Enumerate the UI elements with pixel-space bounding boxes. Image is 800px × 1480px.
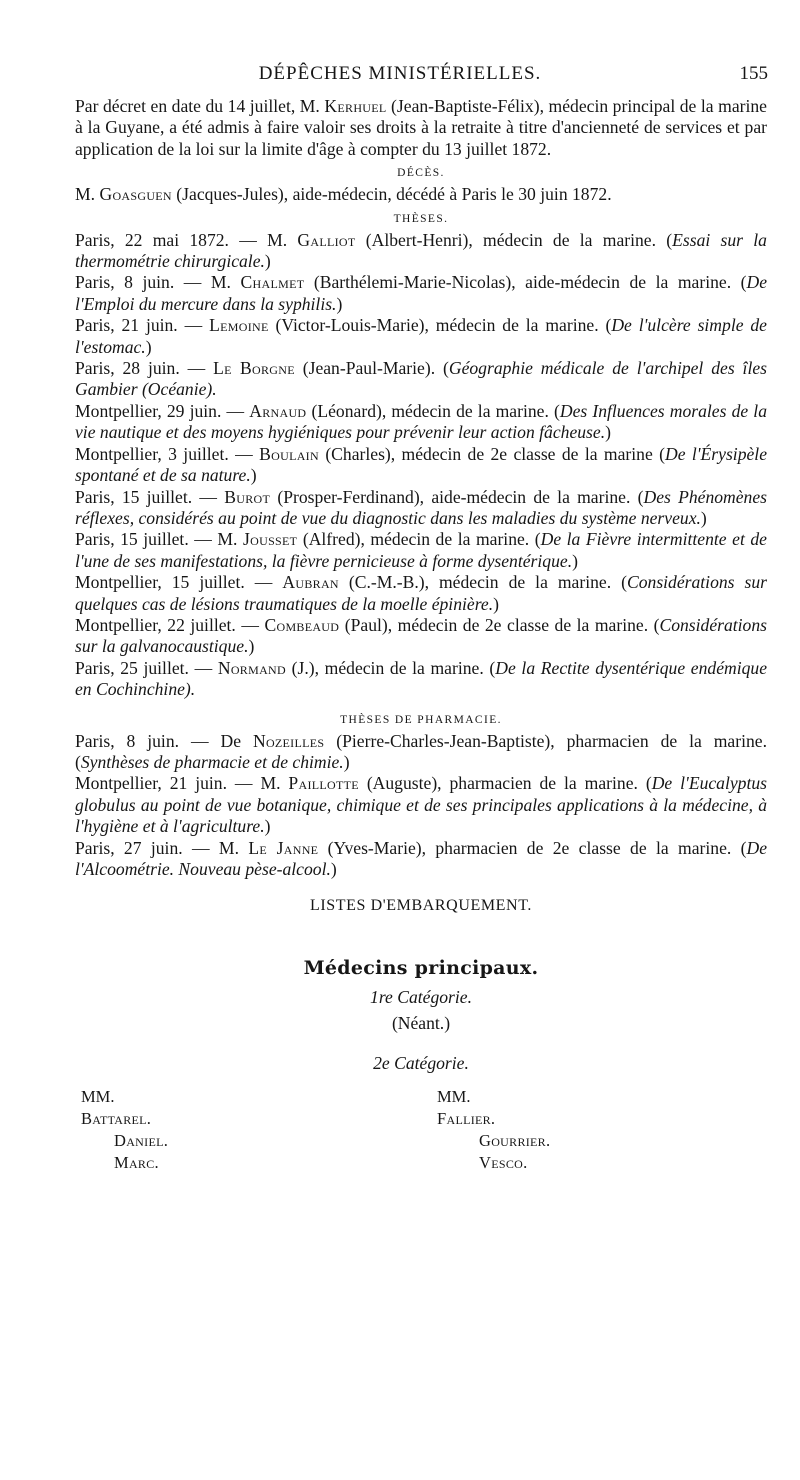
thesis-entry: Montpellier, 15 juillet. — Aubran (C.-M.-B.), médecin de la marine. (Considérations sur quelques cas de lésions traumatiques de la moelle épinière.) <box>75 572 767 614</box>
pharmacy-thesis-entry: Paris, 8 juin. — De Nozeilles (Pierre-Charles-Jean-Baptiste), pharmacien de la marine. (Synthèses de pharmacie et de chimie.) <box>75 730 767 772</box>
thesis-title: Considérations sur quelques cas de lésions traumatiques de la moelle épinière. <box>75 572 767 614</box>
name-row: MM. Fallier. <box>437 1087 496 1129</box>
retirement-paragraph: Par décret en date du 14 juillet, M. Kerhuel (Jean-Baptiste-Félix), médecin principal de la marine à la Guyane, a été admis à faire valoir ses droits à la retraite à titre d'ancienneté de services et par application de la loi sur la limite d'âge à compter du 13 juillet 1872. <box>75 96 767 159</box>
section-heading-deces: DÉCÈS. <box>397 167 445 180</box>
thesis-entry: Paris, 15 juillet. — Burot (Prosper-Ferdinand), aide-médecin de la marine. (Des Phénomènes réflexes, considérés au point de vue du diagnostic dans les maladies du système nerveux.) <box>75 486 768 528</box>
person-name: Arnaud <box>249 400 307 421</box>
thesis-title: De l'Alcoométrie. Nouveau pèse-alcool. <box>75 837 767 879</box>
thesis-entry: Montpellier, 29 juin. — Arnaud (Léonard), médecin de la marine. (Des Influences morales de la vie nautique et des moyens hygiéniques pour prévenir leur action fâcheuse.) <box>75 400 767 443</box>
person-name: Boulain <box>259 443 319 464</box>
category-1-none: (Néant.) <box>391 1013 451 1034</box>
names-right-column <box>437 1086 550 1174</box>
thesis-title: De la Fièvre intermittente et de l'une de ses manifestations, la fièvre pernicieuse à forme dysentérique. <box>75 529 767 571</box>
section-heading-theses: THÈSES. <box>393 212 449 225</box>
person-name: Jousset <box>243 529 298 550</box>
running-header <box>0 63 800 93</box>
thesis-entry: Paris, 22 mai 1872. — M. Galliot (Albert-Henri), médecin de la marine. (Essai sur la thermométrie chirurgicale.) <box>75 229 767 272</box>
name-row: Daniel. <box>114 1131 169 1151</box>
thesis-title: De l'ulcère simple de l'estomac. <box>75 315 767 357</box>
category-2: 2e Catégorie. <box>373 1053 469 1074</box>
person-name: Le Borgne <box>213 358 295 379</box>
thesis-title: Des Phénomènes réflexes, considérés au point de vue du diagnostic dans les maladies du système nerveux. <box>75 486 768 528</box>
names-left-column <box>81 1086 168 1174</box>
person-name: Galliot <box>297 229 356 250</box>
person-name: Burot <box>224 486 271 507</box>
thesis-title: Synthèses de pharmacie et de chimie. <box>80 751 344 772</box>
page-body <box>75 96 768 1173</box>
thesis-title: De la Rectite dysentérique endémique en Cochinchine). <box>75 657 768 700</box>
section-heading-pharmacie: THÈSES DE PHARMACIE. <box>340 713 502 726</box>
pharmacy-thesis-entry: Paris, 27 juin. — M. Le Janne (Yves-Marie), pharmacien de 2e classe de la marine. (De l'Alcoométrie. Nouveau pèse-alcool.) <box>75 837 767 879</box>
person-name: Aubran <box>282 572 339 593</box>
name-row: Marc. <box>114 1153 159 1173</box>
thesis-entry: Paris, 15 juillet. — M. Jousset (Alfred), médecin de la marine. (De la Fièvre intermittente et de l'une de ses manifestations, la fièvre pernicieuse à forme dysentérique.) <box>75 529 767 571</box>
thesis-title: De l'Eucalyptus globulus au point de vue botanique, chimique et de ses principales applications à la médecine, à l'hygiène et à l'agriculture. <box>75 773 767 837</box>
thesis-title: Considérations sur la galvanocaustique. <box>75 614 767 657</box>
name-row: MM. Battarel. <box>81 1087 152 1129</box>
thesis-entry: Montpellier, 3 juillet. — Boulain (Charles), médecin de 2e classe de la marine (De l'Érysipèle spontané et de sa nature.) <box>75 443 767 486</box>
person-name: Lemoine <box>209 315 269 336</box>
thesis-entry: Paris, 25 juillet. — Normand (J.), médecin de la marine. (De la Rectite dysentérique endémique en Cochinchine). <box>75 657 768 700</box>
thesis-entry: Paris, 28 juin. — Le Borgne (Jean-Paul-Marie). (Géographie médicale de l'archipel des îles Gambier (Océanie). <box>75 358 767 400</box>
name-row: Gourrier. <box>479 1131 551 1151</box>
thesis-entry: Paris, 8 juin. — M. Chalmet (Barthélemi-Marie-Nicolas), aide-médecin de la marine. (De l'Emploi du mercure dans la syphilis.) <box>75 272 768 314</box>
person-name: Kerhuel <box>324 96 387 116</box>
person-name: Combeaud <box>264 614 340 635</box>
person-name: Goasguen <box>99 184 172 205</box>
page-number: 155 <box>739 63 768 84</box>
header-title: DÉPÊCHES MINISTÉRIELLES. <box>258 63 542 84</box>
thesis-title: Géographie médicale de l'archipel des îles Gambier (Océanie). <box>75 358 767 400</box>
category-1: 1re Catégorie. <box>370 987 472 1008</box>
pharmacy-thesis-entry: Montpellier, 21 juin. — M. Paillotte (Auguste), pharmacien de la marine. (De l'Eucalyptus globulus au point de vue botanique, chimique et de ses principales applications à la médecine, à l'hygiène et à l'agriculture.) <box>75 773 767 837</box>
thesis-entry: Paris, 21 juin. — Lemoine (Victor-Louis-Marie), médecin de la marine. (De l'ulcère simple de l'estomac.) <box>75 315 767 357</box>
thesis-title: De l'Emploi du mercure dans la syphilis. <box>75 272 768 314</box>
person-name: Nozeilles <box>252 730 325 751</box>
person-name: Chalmet <box>240 272 305 293</box>
thesis-title: Essai sur la thermométrie chirurgicale. <box>75 229 767 272</box>
thesis-title: De l'Érysipèle spontané et de sa nature. <box>75 443 767 486</box>
thesis-entry: Montpellier, 22 juillet. — Combeaud (Paul), médecin de 2e classe de la marine. (Considérations sur la galvanocaustique.) <box>75 614 767 657</box>
person-name: Le Janne <box>248 837 319 858</box>
subheading-medecins-principaux: Médecins principaux. <box>303 957 539 980</box>
thesis-title: Des Influences morales de la vie nautique et des moyens hygiéniques pour prévenir leur action fâcheuse. <box>75 400 767 443</box>
person-name: Normand <box>217 657 286 678</box>
section-heading-embarquement: LISTES D'EMBARQUEMENT. <box>309 897 532 915</box>
name-row: Vesco. <box>479 1153 528 1173</box>
embarkation-name-list <box>75 1086 767 1173</box>
deces-paragraph: M. Goasguen (Jacques-Jules), aide-médecin, décédé à Paris le 30 juin 1872. <box>75 184 612 205</box>
person-name: Paillotte <box>288 773 359 794</box>
